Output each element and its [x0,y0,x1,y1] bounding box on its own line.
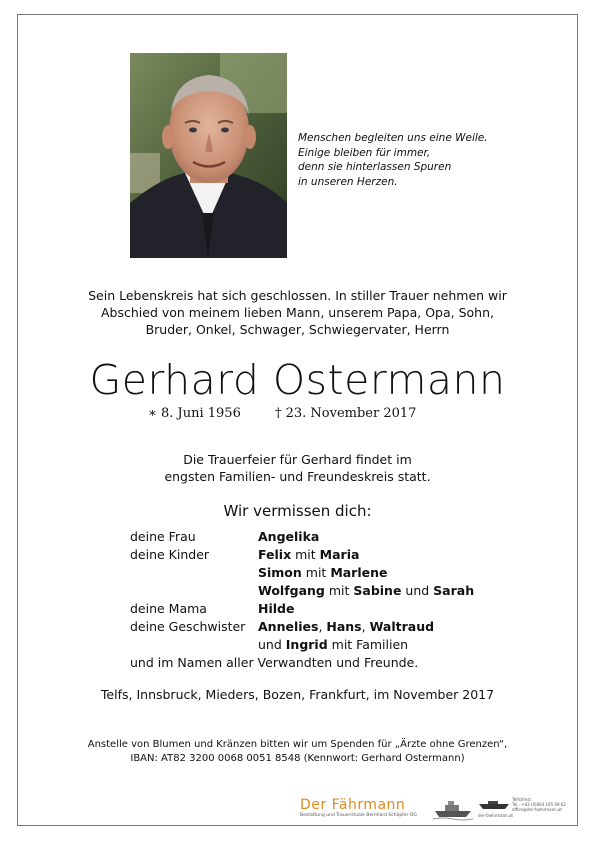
connector-text: mit [301,565,331,580]
family-row [130,564,474,582]
family-name: Wolfgang [258,583,325,598]
family-row [130,582,474,600]
connector-text: und [401,583,434,598]
family-list [130,528,474,672]
family-row [130,618,474,636]
relation-label: deine Geschwister [130,619,246,634]
funeral-home-logo [300,797,417,818]
family-row [130,528,474,546]
logo-subtitle: Bestattung und Trauerrituale Bernhard Schöpfer OG [300,813,417,818]
intro-line: Bruder, Onkel, Schwager, Schwiegervater, Herrn [145,322,450,337]
boat-silhouette-icon [478,799,510,811]
contact-line: office@der-faehrmann.at [512,807,562,812]
family-name: Felix [258,547,292,562]
family-name: Waltraud [369,619,435,634]
family-row [130,546,474,564]
quote-line: Menschen begleiten uns eine Weile. [298,132,488,144]
family-name: Annelies [258,619,319,634]
contact-line: Tel.: +43 (0)664 195 99 62 [512,802,566,807]
connector-text: , [318,619,327,634]
contact-line: Telfs/Imst [512,797,531,802]
relation-label: deine Mama [130,601,207,616]
family-name: Hilde [258,601,295,616]
family-name: Hans [326,619,362,634]
connector-text: mit Familien [327,637,409,652]
family-name: Sabine [353,583,402,598]
intro-text [40,287,555,338]
quote-block [298,131,538,189]
logo-title: Der Fährmann [300,797,406,813]
quote-line: Einige bleiben für immer, [298,146,431,159]
quote-line: denn sie hinterlassen Spuren [298,161,452,173]
connector-text: , [361,619,370,634]
portrait-photo [130,53,287,258]
family-name: Sarah [433,583,475,598]
donation-line: IBAN: AT82 3200 0068 0051 8548 (Kennwort: Gerhard Ostermann) [130,753,465,764]
connector-text: und [258,637,286,652]
places-date: Telfs, Innsbruck, Mieders, Bozen, Frankfurt, im November 2017 [100,687,495,702]
intro-line: Abschied von meinem lieben Mann, unserem Papa, Opa, Sohn, [100,305,494,320]
ferry-boat-icon [433,797,473,821]
family-name: Angelika [258,529,320,544]
birth-date: ∗ 8. Juni 1956 [148,406,241,421]
ceremony-line: Die Trauerfeier für Gerhard findet im [183,452,412,467]
family-name: Marlene [330,565,388,580]
family-name: Simon [258,565,302,580]
family-row: und im Namen aller Verwandten und Freunde. [130,655,419,670]
contact-block [512,797,566,812]
ceremony-text [40,451,555,485]
family-name: Ingrid [285,637,328,652]
family-row [130,636,474,654]
deceased-name: Gerhard Ostermann [89,356,506,404]
family-name: Maria [319,547,360,562]
ceremony-line: engsten Familien- und Freundeskreis statt. [164,469,431,484]
website-text: der-faehrmann.at [478,813,513,818]
quote-line: in unseren Herzen. [298,175,398,188]
miss-heading: Wir vermissen dich: [223,502,372,520]
life-dates [148,406,416,421]
family-row [130,600,474,618]
relation-label: deine Frau [130,529,196,544]
intro-line: Sein Lebenskreis hat sich geschlossen. In stiller Trauer nehmen wir [88,288,507,303]
connector-text: mit [324,583,354,598]
connector-text: mit [291,547,320,562]
donation-note [40,738,555,766]
death-date: † 23. November 2017 [274,406,417,421]
donation-line: Anstelle von Blumen und Kränzen bitten wir um Spenden für „Ärzte ohne Grenzen“, [87,739,508,750]
relation-label: deine Kinder [130,547,210,562]
